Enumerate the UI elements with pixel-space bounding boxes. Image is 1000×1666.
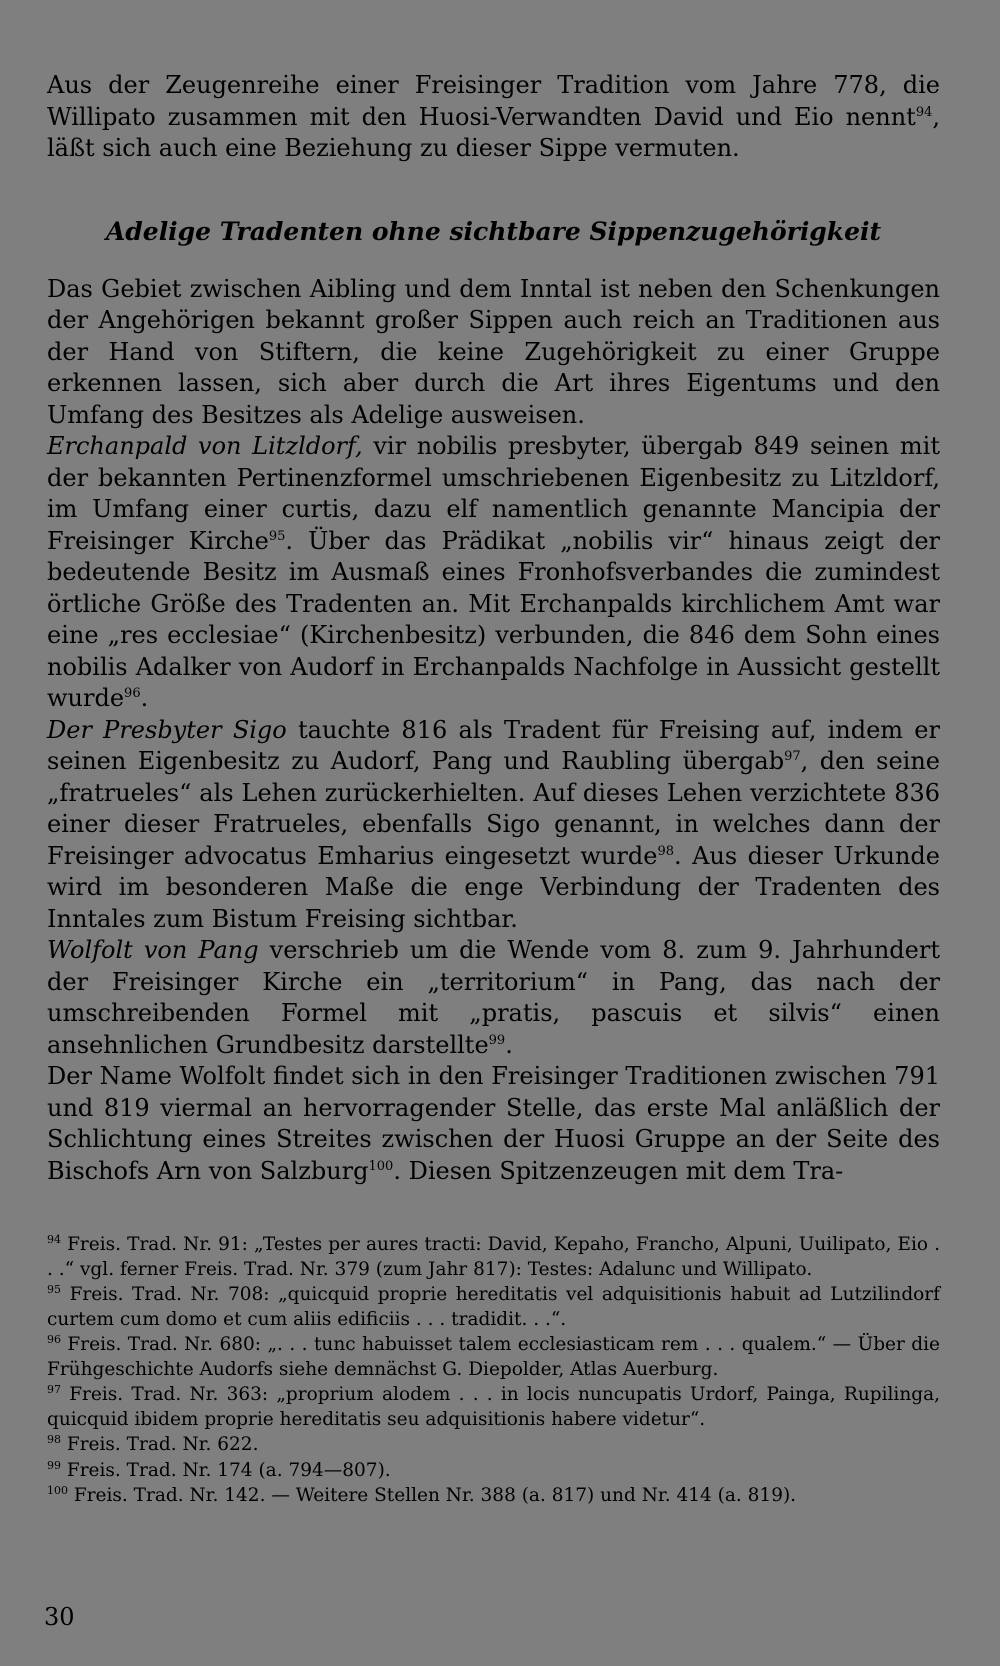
footnote-ref-97[interactable]: 97: [784, 749, 801, 764]
footnote-number: 94: [47, 1232, 61, 1246]
paragraph-text: tauchte 816 als Tradent für Freising auf, indem er seinen Eigenbesitz zu Audorf, Pang und Raubling übergab: [47, 715, 940, 775]
footnote: [47, 1283, 940, 1332]
paragraph-erchanpald: [47, 431, 940, 715]
footnote-ref-100[interactable]: 100: [368, 1158, 394, 1174]
footnote-ref-96[interactable]: 96: [124, 686, 141, 701]
footnote: [47, 1233, 940, 1282]
paragraph-text: .: [140, 684, 149, 712]
footnote-text: Freis. Trad. Nr. 363: „proprium alodem . . . in locis nuncupatis Urdorf, Painga, Rupilinga, quicquid ibidem proprie hereditatis seu adquisitionis habere videtur“.: [47, 1384, 940, 1430]
footnote-ref-98[interactable]: 98: [657, 843, 674, 859]
person-name-erchanpald: Erchanpald von Litzldorf,: [47, 432, 363, 460]
paragraph-text: . Aus dieser Urkunde wird im besonderen Maße die enge Verbindung der Tradenten des Inntales zum Bistum Freising sichtbar.: [47, 841, 941, 933]
footnote-number: 97: [47, 1382, 61, 1396]
paragraph-text: . Über das Prädikat „nobilis vir“ hinaus zeigt der bedeutende Besitz im Ausmaß eines Fronhofsverbandes die zumindest örtliche Größe des Tradenten an. Mit Erchanpalds kirchlichem Amt war eine „res ecclesiae“ (Kirchenbesitz) verbunden, die 846 dem Sohn eines nobilis Adalker von Audorf in Erchanpalds Nachfolge in Aussicht gestellt wurde: [47, 526, 940, 712]
footnote-number: 96: [47, 1332, 61, 1346]
footnote: [47, 1383, 940, 1432]
paragraph-text: .: [505, 1030, 513, 1059]
footnote-ref-95[interactable]: 95: [268, 528, 286, 544]
person-name-sigo: Der Presbyter Sigo: [47, 715, 287, 744]
person-name-wolfolt: Wolfolt von Pang: [47, 936, 259, 964]
paragraph-sigo: [47, 715, 940, 936]
section-heading: Adelige Tradenten ohne sichtbare Sippenzugehörigkeit: [105, 216, 882, 246]
footnote-number: 100: [47, 1483, 68, 1497]
page-number: 30: [44, 1603, 75, 1631]
footnote-text: Freis. Trad. Nr. 622.: [61, 1434, 259, 1455]
paragraph-text: Der Name Wolfolt findet sich in den Freisinger Traditionen zwischen 791 und 819 viermal an hervorragender Stelle, das erste Mal anläßlich der Schlichtung eines Streites zwischen der Huosi Gruppe an der Seite des Bischofs Arn von Salzburg: [47, 1062, 940, 1185]
footnote: [47, 1333, 940, 1382]
intro-tail: , läßt sich auch eine Beziehung zu dieser Sippe vermuten.: [47, 102, 940, 162]
footnote-text: Freis. Trad. Nr. 174 (a. 794—807).: [61, 1459, 391, 1481]
footnote-text: Freis. Trad. Nr. 91: „Testes per aures tracti: David, Kepaho, Francho, Alpuni, Uuilipato, Eio . . .“ vgl. ferner Freis. Trad. Nr. 379 (zum Jahr 817): Testes: Adalunc und Willipato.: [47, 1234, 940, 1280]
intro-text: Aus der Zeugenreihe einer Freisinger Tradition vom Jahre 778, die Willipato zusammen mit den Huosi-Verwandten David und Eio nennt: [47, 71, 940, 131]
footnote: [47, 1433, 940, 1458]
footnote: [47, 1459, 940, 1484]
page-content: [47, 70, 940, 1510]
paragraph-text: . Diesen Spitzenzeugen mit dem Tra-: [393, 1156, 844, 1185]
footnote: [47, 1484, 940, 1509]
footnote-number: 99: [47, 1458, 61, 1472]
paragraph-1: Das Gebiet zwischen Aibling und dem Inntal ist neben den Schenkungen der Angehörigen bekannt großer Sippen auch reich an Traditionen aus der Hand von Stiftern, die keine Zugehörigkeit zu einer Gruppe erkennen lassen, sich aber durch die Art ihres Eigentums und den Umfang des Besitzes als Adelige ausweisen.: [47, 274, 940, 429]
intro-paragraph: [47, 70, 940, 165]
paragraph-text: , den seine „fratrueles“ als Lehen zurückerhielten. Auf dieses Lehen verzichtete 836 einer dieser Fratrueles, ebenfalls Sigo genannt, in welches dann der Freisinger advocatus Emharius eingesetzt wurde: [47, 747, 941, 870]
footnote-text: Freis. Trad. Nr. 142. — Weitere Stellen Nr. 388 (a. 817) und Nr. 414 (a. 819).: [68, 1485, 797, 1506]
footnote-number: 98: [47, 1432, 61, 1446]
footnote-number: 95: [47, 1282, 61, 1296]
footnote-ref-99[interactable]: 99: [488, 1032, 506, 1048]
footnote-text: Freis. Trad. Nr. 680: „. . . tunc habuisset talem ecclesiasticam rem . . . qualem.“ — Über die Frühgeschichte Audorfs siehe demnächst G. Diepolder, Atlas Auerburg.: [47, 1334, 940, 1380]
footnote-ref-94[interactable]: 94: [915, 104, 933, 120]
footnotes: [47, 1233, 940, 1509]
paragraph-text: verschrieb um die Wende vom 8. zum 9. Jahrhundert der Freisinger Kirche ein „territorium“ in Pang, das nach der umschreibenden Formel mit „pratis, pascuis et silvis“ einen ansehnlichen Grundbesitz darstellte: [47, 936, 940, 1059]
paragraph-text: vir nobilis presbyter, übergab 849 seinen mit der bekannten Pertinenzformel umschriebenen Eigenbesitz zu Litzldorf, im Umfang einer curtis, dazu elf namentlich genannte Mancipia der Freisinger Kirche: [47, 432, 940, 555]
paragraph-wolfolt: [47, 935, 940, 1061]
footnote-text: Freis. Trad. Nr. 708: „quicquid proprie hereditatis vel adquisitionis habuit ad Lutzilindorf curtem cum domo et cum aliis edificiis . . . tradidit. . .“.: [47, 1284, 940, 1330]
paragraph-wolfolt-name: [47, 1061, 940, 1187]
